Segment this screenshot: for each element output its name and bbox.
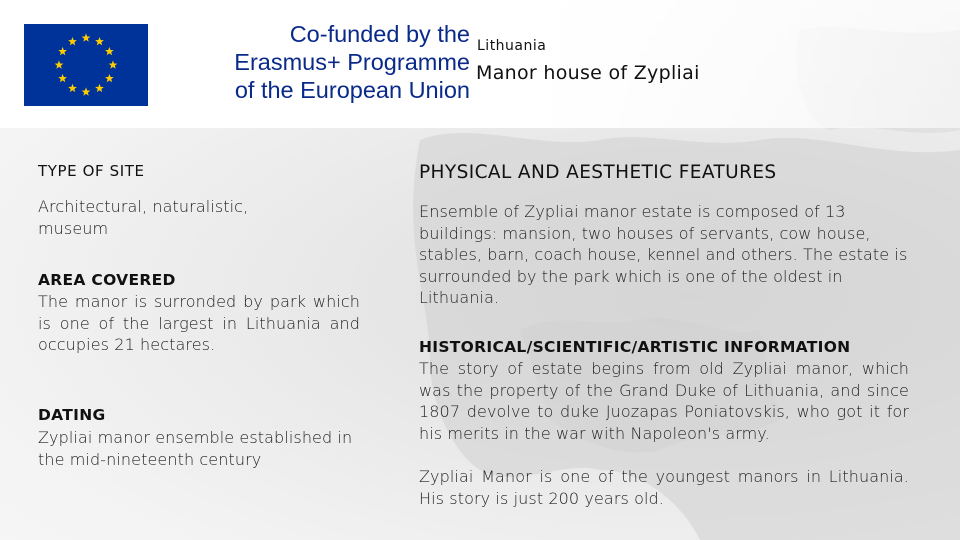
country-name: Lithuania: [477, 38, 547, 54]
area-covered-value: The manor is surronded by park which is one of the largest in Lithuania and occupies 21 hectares.: [38, 292, 360, 354]
historical-info-text: The story of estate begins from old Zypliai manor, which was the property of the Grand Duke of Lithuania, and since 1807 devolve to duke Juozapas Poniatovskis, who got it for his merits in the war with Napoleon's army.: [419, 359, 909, 443]
type-of-site-label: TYPE OF SITE: [38, 162, 145, 180]
dating-label: DATING: [38, 406, 106, 424]
site-title: Manor house of Zypliai: [476, 62, 700, 84]
type-of-site-value: Architectural, naturalistic, museum: [38, 197, 249, 238]
eu-flag-icon: [24, 24, 148, 106]
area-covered-label: AREA COVERED: [38, 271, 176, 289]
logo-text: Co-funded by the Erasmus+ Programme of the European Union: [234, 21, 470, 103]
erasmus-logo: [24, 21, 470, 108]
dating-value: Zypliai manor ensemble established in the mid-nineteenth century: [38, 428, 353, 469]
physical-features-text: Ensemble of Zypliai manor estate is composed of 13 buildings: mansion, two houses of servants, cow house, stables, barn, coach house, kennel and others. The estate is surrounded by the park which is one of the oldest in Lithuania.: [419, 202, 908, 307]
historical-info-heading: HISTORICAL/SCIENTIFIC/ARTISTIC INFORMATION: [419, 338, 851, 356]
physical-features-heading: PHYSICAL AND AESTHETIC FEATURES: [419, 162, 777, 183]
historical-info-text-2: Zypliai Manor is one of the youngest manors in Lithuania. His story is just 200 years old.: [419, 467, 909, 508]
